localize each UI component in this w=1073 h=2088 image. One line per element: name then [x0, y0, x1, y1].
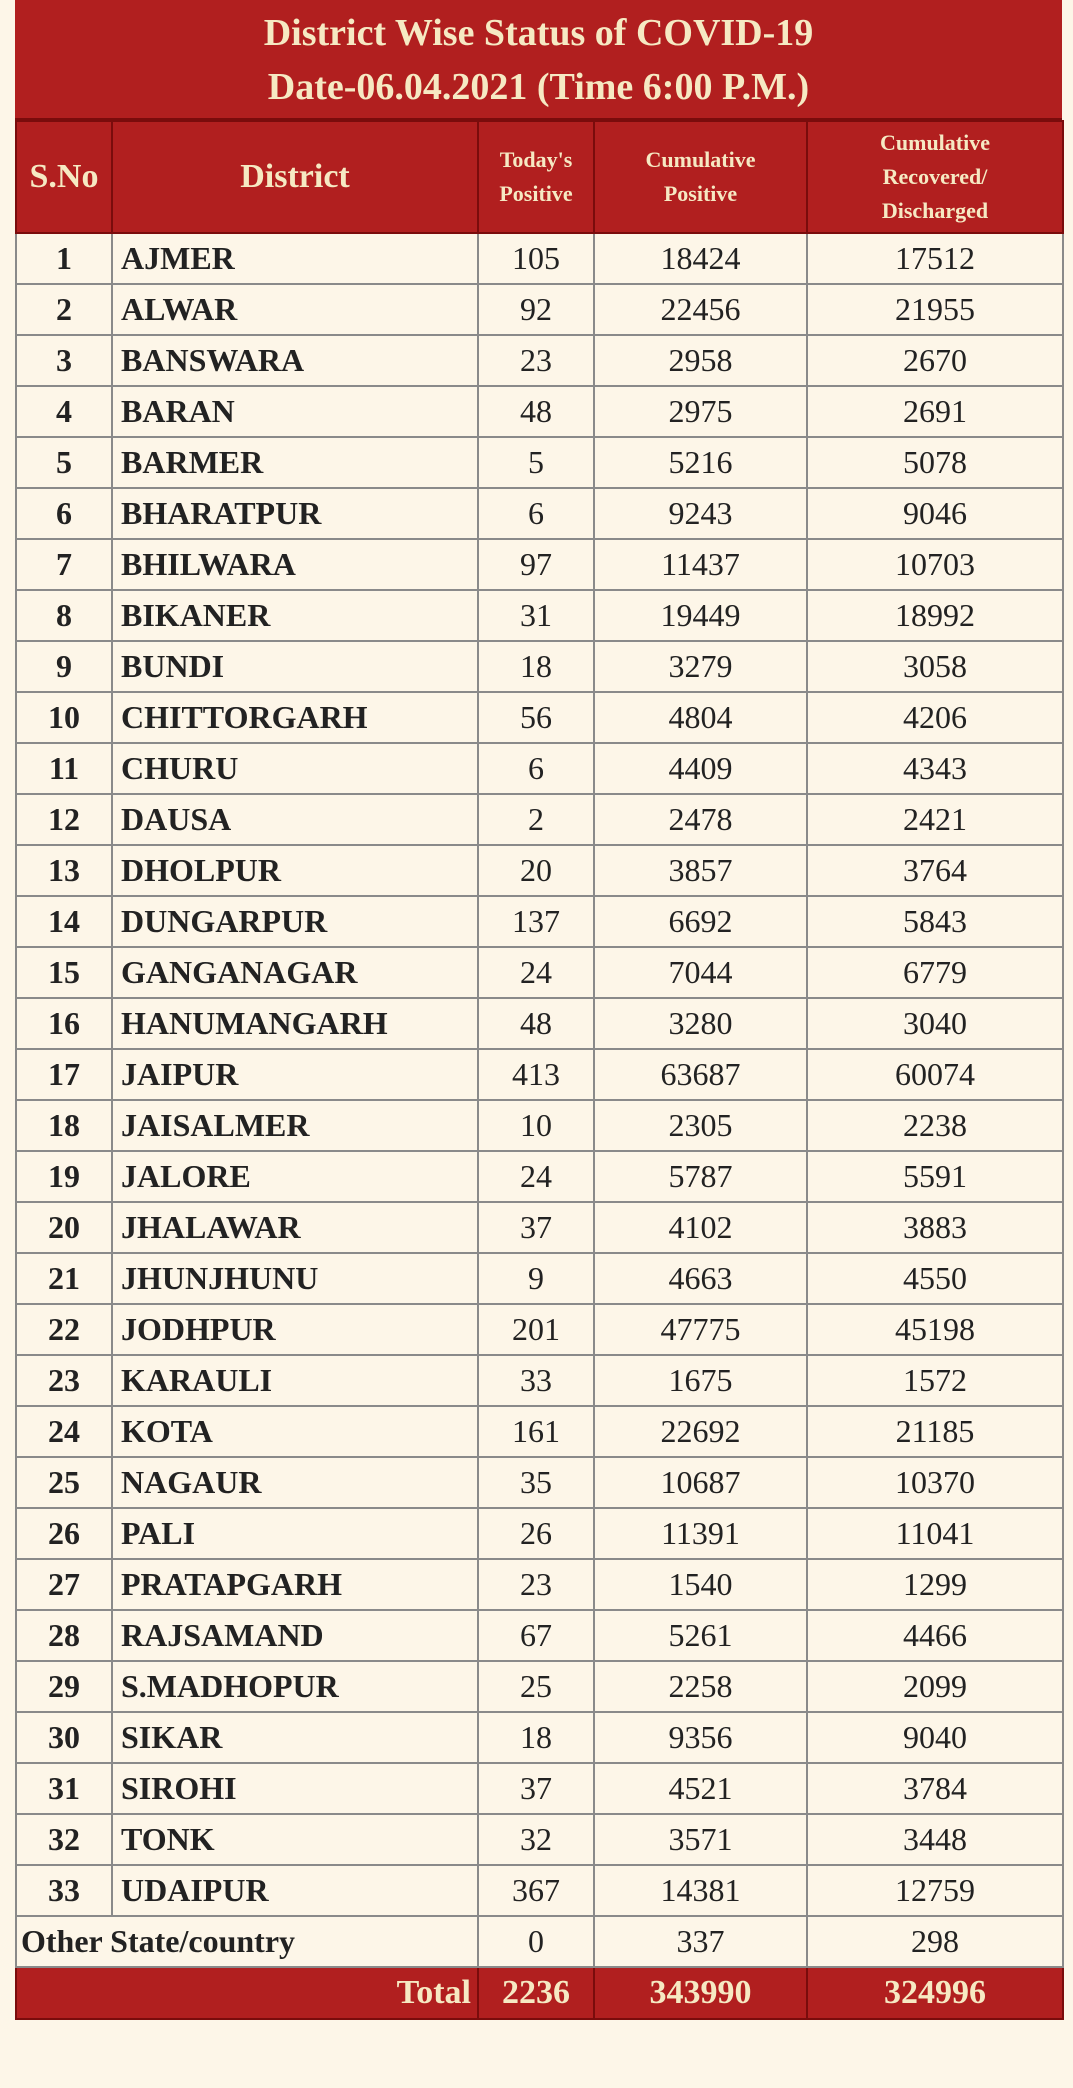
- other-state-cum-positive: 337: [594, 1916, 807, 1967]
- row-cumulative-positive: 2958: [594, 335, 807, 386]
- header-cumulative-positive: [594, 121, 807, 233]
- table-row: [16, 386, 1063, 437]
- row-sno: 21: [16, 1253, 112, 1304]
- row-cumulative-recovered: 4343: [807, 743, 1063, 794]
- row-cumulative-positive: 2258: [594, 1661, 807, 1712]
- row-cumulative-positive: 18424: [594, 233, 807, 284]
- row-sno: 17: [16, 1049, 112, 1100]
- row-cumulative-positive: 63687: [594, 1049, 807, 1100]
- row-cumulative-recovered: 3040: [807, 998, 1063, 1049]
- row-cumulative-positive: 4521: [594, 1763, 807, 1814]
- covid-status-sheet: [15, 0, 1062, 2088]
- table-row: [16, 743, 1063, 794]
- row-sno: 6: [16, 488, 112, 539]
- table-row: [16, 845, 1063, 896]
- row-district: BARMER: [112, 437, 478, 488]
- row-cumulative-positive: 3857: [594, 845, 807, 896]
- row-cumulative-recovered: 3784: [807, 1763, 1063, 1814]
- row-cumulative-recovered: 4466: [807, 1610, 1063, 1661]
- table-row: [16, 1406, 1063, 1457]
- table-row: [16, 1814, 1063, 1865]
- table-body: [16, 233, 1063, 2019]
- total-label: Total: [16, 1967, 478, 2019]
- row-sno: 29: [16, 1661, 112, 1712]
- row-cumulative-recovered: 4550: [807, 1253, 1063, 1304]
- other-state-cum-recovered: 298: [807, 1916, 1063, 1967]
- row-cumulative-recovered: 21185: [807, 1406, 1063, 1457]
- table-row: [16, 1712, 1063, 1763]
- row-todays-positive: 48: [478, 386, 594, 437]
- row-cumulative-recovered: 60074: [807, 1049, 1063, 1100]
- row-cumulative-recovered: 2691: [807, 386, 1063, 437]
- row-cumulative-positive: 2305: [594, 1100, 807, 1151]
- row-todays-positive: 37: [478, 1763, 594, 1814]
- row-todays-positive: 37: [478, 1202, 594, 1253]
- row-todays-positive: 23: [478, 1559, 594, 1610]
- row-todays-positive: 67: [478, 1610, 594, 1661]
- report-title: [15, 0, 1062, 120]
- row-district: PRATAPGARH: [112, 1559, 478, 1610]
- row-sno: 33: [16, 1865, 112, 1916]
- table-row: [16, 1049, 1063, 1100]
- row-district: JALORE: [112, 1151, 478, 1202]
- row-todays-positive: 5: [478, 437, 594, 488]
- header-cumulative-positive-line1: Cumulative: [645, 147, 756, 172]
- row-cumulative-recovered: 45198: [807, 1304, 1063, 1355]
- row-cumulative-positive: 9243: [594, 488, 807, 539]
- row-district: JODHPUR: [112, 1304, 478, 1355]
- row-todays-positive: 9: [478, 1253, 594, 1304]
- row-cumulative-recovered: 12759: [807, 1865, 1063, 1916]
- table-row: [16, 1304, 1063, 1355]
- other-state-today: 0: [478, 1916, 594, 1967]
- row-district: BANSWARA: [112, 335, 478, 386]
- table-row: [16, 692, 1063, 743]
- row-sno: 14: [16, 896, 112, 947]
- row-cumulative-positive: 19449: [594, 590, 807, 641]
- header-cumulative-recovered-line1: Cumulative: [880, 130, 990, 155]
- row-cumulative-recovered: 2421: [807, 794, 1063, 845]
- row-sno: 12: [16, 794, 112, 845]
- row-cumulative-positive: 22692: [594, 1406, 807, 1457]
- header-cumulative-recovered-line3: Discharged: [881, 198, 989, 223]
- row-todays-positive: 6: [478, 743, 594, 794]
- row-todays-positive: 33: [478, 1355, 594, 1406]
- row-sno: 24: [16, 1406, 112, 1457]
- table-row: [16, 1202, 1063, 1253]
- row-cumulative-recovered: 3058: [807, 641, 1063, 692]
- row-district: AJMER: [112, 233, 478, 284]
- row-sno: 15: [16, 947, 112, 998]
- row-sno: 27: [16, 1559, 112, 1610]
- header-cumulative-recovered: [807, 121, 1063, 233]
- row-cumulative-positive: 9356: [594, 1712, 807, 1763]
- row-sno: 16: [16, 998, 112, 1049]
- row-cumulative-positive: 3280: [594, 998, 807, 1049]
- header-todays-positive-line2: Positive: [499, 181, 573, 206]
- header-cumulative-recovered-line2: Recovered/: [882, 164, 988, 189]
- table-row: [16, 641, 1063, 692]
- row-district: JAISALMER: [112, 1100, 478, 1151]
- row-cumulative-recovered: 2238: [807, 1100, 1063, 1151]
- row-cumulative-recovered: 3448: [807, 1814, 1063, 1865]
- header-cumulative-positive-line2: Positive: [663, 181, 738, 206]
- row-cumulative-positive: 10687: [594, 1457, 807, 1508]
- row-todays-positive: 6: [478, 488, 594, 539]
- header-todays-positive: [478, 121, 594, 233]
- row-sno: 7: [16, 539, 112, 590]
- title-line-2: Date-06.04.2021 (Time 6:00 P.M.): [267, 66, 810, 108]
- row-cumulative-positive: 1540: [594, 1559, 807, 1610]
- row-district: JHALAWAR: [112, 1202, 478, 1253]
- row-todays-positive: 20: [478, 845, 594, 896]
- row-todays-positive: 31: [478, 590, 594, 641]
- row-cumulative-recovered: 2670: [807, 335, 1063, 386]
- total-row: [16, 1967, 1063, 2019]
- row-sno: 2: [16, 284, 112, 335]
- row-todays-positive: 24: [478, 947, 594, 998]
- row-district: BUNDI: [112, 641, 478, 692]
- row-cumulative-recovered: 2099: [807, 1661, 1063, 1712]
- row-todays-positive: 48: [478, 998, 594, 1049]
- row-district: CHITTORGARH: [112, 692, 478, 743]
- row-todays-positive: 105: [478, 233, 594, 284]
- row-sno: 22: [16, 1304, 112, 1355]
- row-todays-positive: 10: [478, 1100, 594, 1151]
- row-district: DAUSA: [112, 794, 478, 845]
- row-sno: 32: [16, 1814, 112, 1865]
- row-district: TONK: [112, 1814, 478, 1865]
- row-cumulative-positive: 4663: [594, 1253, 807, 1304]
- row-todays-positive: 23: [478, 335, 594, 386]
- row-cumulative-positive: 22456: [594, 284, 807, 335]
- row-cumulative-positive: 5216: [594, 437, 807, 488]
- table-row: [16, 1508, 1063, 1559]
- row-cumulative-recovered: 3883: [807, 1202, 1063, 1253]
- table-row: [16, 1151, 1063, 1202]
- row-cumulative-positive: 1675: [594, 1355, 807, 1406]
- row-sno: 11: [16, 743, 112, 794]
- row-cumulative-recovered: 4206: [807, 692, 1063, 743]
- table-row: [16, 1253, 1063, 1304]
- table-row: [16, 488, 1063, 539]
- row-sno: 10: [16, 692, 112, 743]
- row-todays-positive: 18: [478, 641, 594, 692]
- row-sno: 9: [16, 641, 112, 692]
- row-district: CHURU: [112, 743, 478, 794]
- row-cumulative-recovered: 21955: [807, 284, 1063, 335]
- row-todays-positive: 161: [478, 1406, 594, 1457]
- table-row: [16, 437, 1063, 488]
- row-cumulative-recovered: 10370: [807, 1457, 1063, 1508]
- row-district: NAGAUR: [112, 1457, 478, 1508]
- row-district: SIKAR: [112, 1712, 478, 1763]
- row-sno: 1: [16, 233, 112, 284]
- row-cumulative-positive: 47775: [594, 1304, 807, 1355]
- table-row: [16, 1100, 1063, 1151]
- table-row: [16, 284, 1063, 335]
- table-row: [16, 947, 1063, 998]
- table-row: [16, 590, 1063, 641]
- row-cumulative-recovered: 5078: [807, 437, 1063, 488]
- row-todays-positive: 92: [478, 284, 594, 335]
- row-district: KARAULI: [112, 1355, 478, 1406]
- row-todays-positive: 367: [478, 1865, 594, 1916]
- row-cumulative-recovered: 9046: [807, 488, 1063, 539]
- row-cumulative-positive: 3279: [594, 641, 807, 692]
- table-row: [16, 335, 1063, 386]
- row-cumulative-recovered: 3764: [807, 845, 1063, 896]
- row-district: JHUNJHUNU: [112, 1253, 478, 1304]
- row-district: S.MADHOPUR: [112, 1661, 478, 1712]
- title-line-1: District Wise Status of COVID-19: [263, 12, 814, 54]
- total-today: 2236: [478, 1967, 594, 2019]
- row-cumulative-recovered: 6779: [807, 947, 1063, 998]
- row-sno: 3: [16, 335, 112, 386]
- table-row: [16, 233, 1063, 284]
- other-state-row: [16, 1916, 1063, 1967]
- row-district: JAIPUR: [112, 1049, 478, 1100]
- row-sno: 25: [16, 1457, 112, 1508]
- row-cumulative-recovered: 18992: [807, 590, 1063, 641]
- header-todays-positive-line1: Today's: [499, 147, 573, 172]
- row-district: DUNGARPUR: [112, 896, 478, 947]
- row-sno: 19: [16, 1151, 112, 1202]
- row-sno: 20: [16, 1202, 112, 1253]
- header-sno: S.No: [16, 121, 112, 233]
- table-row: [16, 1457, 1063, 1508]
- row-todays-positive: 24: [478, 1151, 594, 1202]
- table-row: [16, 1865, 1063, 1916]
- row-cumulative-positive: 11391: [594, 1508, 807, 1559]
- row-cumulative-recovered: 5843: [807, 896, 1063, 947]
- row-cumulative-recovered: 10703: [807, 539, 1063, 590]
- row-cumulative-positive: 4409: [594, 743, 807, 794]
- row-cumulative-positive: 5261: [594, 1610, 807, 1661]
- table-header-row: [16, 121, 1063, 233]
- row-district: PALI: [112, 1508, 478, 1559]
- row-todays-positive: 137: [478, 896, 594, 947]
- table-row: [16, 1355, 1063, 1406]
- row-todays-positive: 201: [478, 1304, 594, 1355]
- row-cumulative-positive: 6692: [594, 896, 807, 947]
- row-district: DHOLPUR: [112, 845, 478, 896]
- row-district: BHARATPUR: [112, 488, 478, 539]
- row-todays-positive: 35: [478, 1457, 594, 1508]
- row-district: UDAIPUR: [112, 1865, 478, 1916]
- row-sno: 8: [16, 590, 112, 641]
- row-todays-positive: 26: [478, 1508, 594, 1559]
- row-todays-positive: 413: [478, 1049, 594, 1100]
- row-district: SIROHI: [112, 1763, 478, 1814]
- row-todays-positive: 2: [478, 794, 594, 845]
- row-cumulative-positive: 14381: [594, 1865, 807, 1916]
- row-cumulative-recovered: 17512: [807, 233, 1063, 284]
- row-cumulative-recovered: 9040: [807, 1712, 1063, 1763]
- table-row: [16, 794, 1063, 845]
- row-cumulative-recovered: 5591: [807, 1151, 1063, 1202]
- row-sno: 18: [16, 1100, 112, 1151]
- table-row: [16, 1763, 1063, 1814]
- row-cumulative-positive: 3571: [594, 1814, 807, 1865]
- row-cumulative-positive: 11437: [594, 539, 807, 590]
- header-district: District: [112, 121, 478, 233]
- row-sno: 26: [16, 1508, 112, 1559]
- row-sno: 28: [16, 1610, 112, 1661]
- row-todays-positive: 56: [478, 692, 594, 743]
- row-district: GANGANAGAR: [112, 947, 478, 998]
- table-row: [16, 896, 1063, 947]
- row-district: RAJSAMAND: [112, 1610, 478, 1661]
- table-row: [16, 1661, 1063, 1712]
- row-district: BHILWARA: [112, 539, 478, 590]
- table-row: [16, 998, 1063, 1049]
- other-state-label: Other State/country: [16, 1916, 478, 1967]
- row-district: HANUMANGARH: [112, 998, 478, 1049]
- row-sno: 30: [16, 1712, 112, 1763]
- row-district: BIKANER: [112, 590, 478, 641]
- row-cumulative-positive: 2478: [594, 794, 807, 845]
- row-todays-positive: 32: [478, 1814, 594, 1865]
- row-sno: 13: [16, 845, 112, 896]
- total-cum-positive: 343990: [594, 1967, 807, 2019]
- row-sno: 4: [16, 386, 112, 437]
- row-district: BARAN: [112, 386, 478, 437]
- row-todays-positive: 97: [478, 539, 594, 590]
- row-cumulative-recovered: 1299: [807, 1559, 1063, 1610]
- row-sno: 23: [16, 1355, 112, 1406]
- row-cumulative-recovered: 1572: [807, 1355, 1063, 1406]
- row-todays-positive: 25: [478, 1661, 594, 1712]
- row-todays-positive: 18: [478, 1712, 594, 1763]
- table-row: [16, 1559, 1063, 1610]
- table-row: [16, 539, 1063, 590]
- district-status-table: [15, 120, 1064, 2020]
- table-row: [16, 1610, 1063, 1661]
- row-cumulative-recovered: 11041: [807, 1508, 1063, 1559]
- row-cumulative-positive: 5787: [594, 1151, 807, 1202]
- row-sno: 31: [16, 1763, 112, 1814]
- row-district: ALWAR: [112, 284, 478, 335]
- row-sno: 5: [16, 437, 112, 488]
- row-district: KOTA: [112, 1406, 478, 1457]
- row-cumulative-positive: 7044: [594, 947, 807, 998]
- row-cumulative-positive: 4102: [594, 1202, 807, 1253]
- row-cumulative-positive: 4804: [594, 692, 807, 743]
- total-cum-recovered: 324996: [807, 1967, 1063, 2019]
- row-cumulative-positive: 2975: [594, 386, 807, 437]
